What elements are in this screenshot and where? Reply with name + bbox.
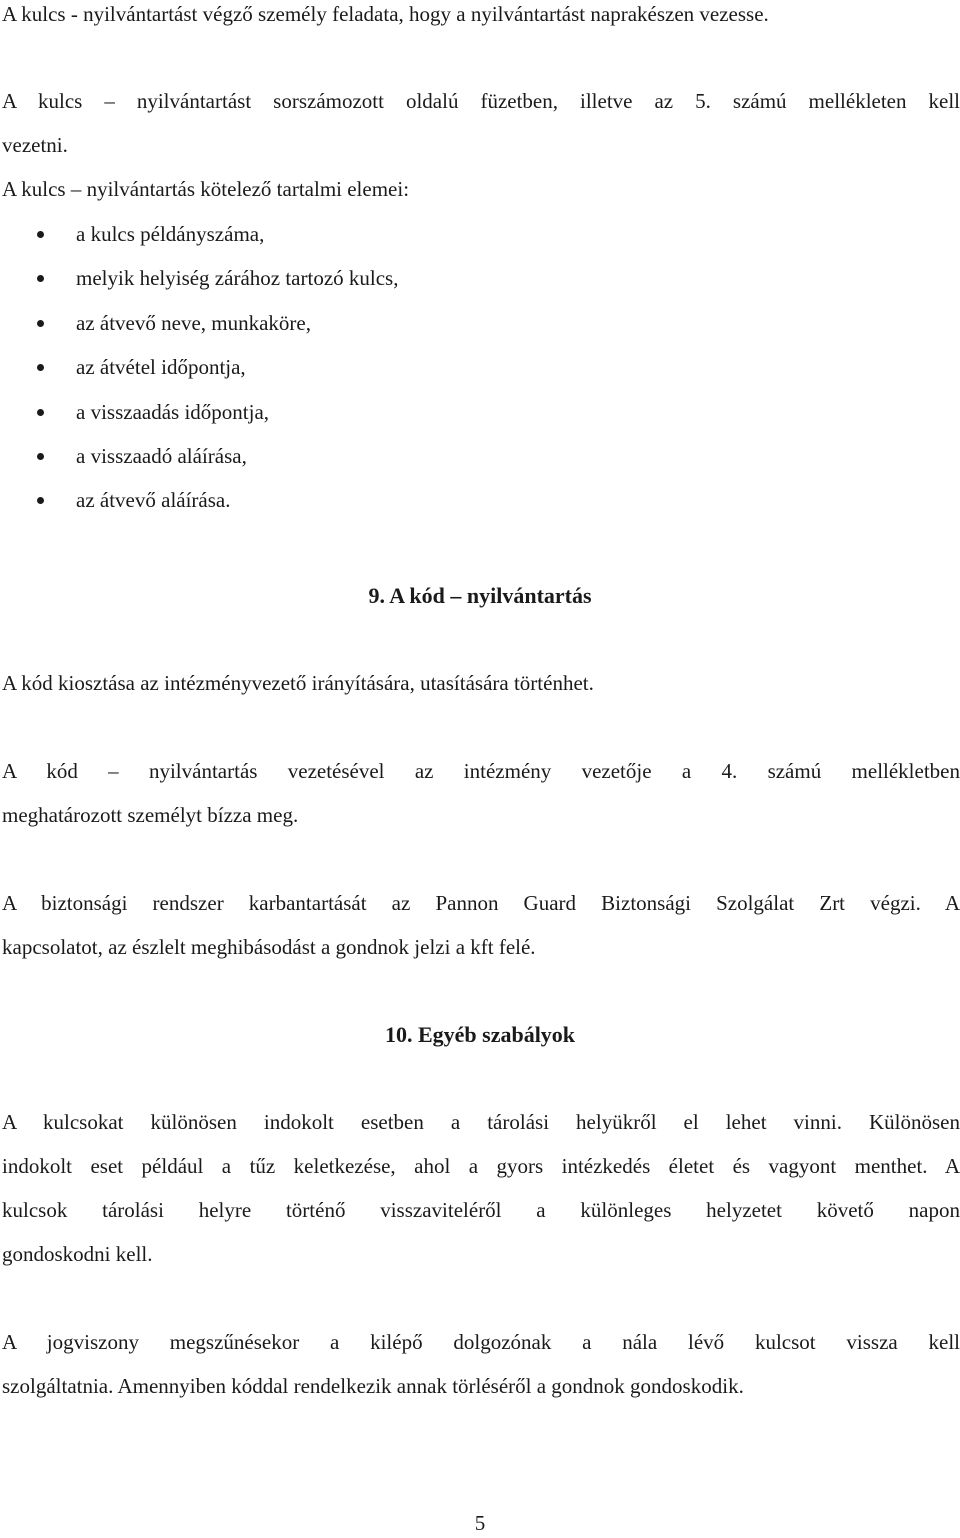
paragraph-key-register-line1: A kulcs – nyilvántartást sorszámozott oldalú füzetben, illetve az 5. számú mellékleten kell <box>2 89 960 113</box>
paragraph-security-system-line2: kapcsolatot, az észlelt meghibásodást a gondnok jelzi a kft felé. <box>2 935 536 959</box>
list-item: az átvevő neve, munkaköre, <box>0 301 398 345</box>
list-item: a visszaadó aláírása, <box>0 434 398 478</box>
paragraph-keys-removal-line1: A kulcsokat különösen indokolt esetben a tárolási helyükről el lehet vinni. Különösen <box>2 1110 960 1134</box>
paragraph-keys-removal-line4: gondoskodni kell. <box>2 1242 153 1266</box>
paragraph-code-register-line1: A kód – nyilvántartás vezetésével az intézmény vezetője a 4. számú mellékletben <box>2 759 960 783</box>
bullet-icon <box>37 320 44 327</box>
paragraph-key-keeper-duty: A kulcs - nyilvántartást végző személy feladata, hogy a nyilvántartást naprakészen vezesse. <box>2 2 769 26</box>
paragraph-code-assignment: A kód kiosztása az intézményvezető irányítására, utasítására történhet. <box>2 671 594 695</box>
section-heading-9: 9. A kód – nyilvántartás <box>368 583 592 608</box>
paragraph-employment-end-line1: A jogviszony megszűnésekor a kilépő dolgozónak a nála lévő kulcsot vissza kell <box>2 1330 960 1354</box>
paragraph-mandatory-elements-intro: A kulcs – nyilvántartás kötelező tartalmi elemei: <box>2 177 410 201</box>
list-item: a kulcs példányszáma, <box>0 212 398 256</box>
bullet-icon <box>37 453 44 460</box>
bullet-icon <box>37 231 44 238</box>
paragraph-employment-end-line2: szolgáltatnia. Amennyiben kóddal rendelkezik annak törléséről a gondnok gondoskodik. <box>2 1374 744 1398</box>
bullet-icon <box>37 275 44 282</box>
paragraph-code-register-line2: meghatározott személyt bízza meg. <box>2 803 299 827</box>
bullet-icon <box>37 364 44 371</box>
list-item: a visszaadás időpontja, <box>0 390 398 434</box>
list-item: az átvétel időpontja, <box>0 345 398 389</box>
bullet-icon <box>37 409 44 416</box>
mandatory-elements-list <box>0 212 398 523</box>
page-number: 5 <box>474 1511 486 1535</box>
paragraph-keys-removal-line3: kulcsok tárolási helyre történő visszaviteléről a különleges helyzetet követő napon <box>2 1198 960 1222</box>
paragraph-keys-removal-line2: indokolt eset például a tűz keletkezése, ahol a gyors intézkedés életet és vagyont menthet. A <box>2 1154 960 1178</box>
list-item: melyik helyiség zárához tartozó kulcs, <box>0 256 398 300</box>
paragraph-key-register-line2: vezetni. <box>2 133 68 157</box>
list-item: az átvevő aláírása. <box>0 478 398 522</box>
paragraph-security-system-line1: A biztonsági rendszer karbantartását az Pannon Guard Biztonsági Szolgálat Zrt végzi. A <box>2 891 960 915</box>
section-heading-10: 10. Egyéb szabályok <box>384 1022 576 1047</box>
bullet-icon <box>37 497 44 504</box>
